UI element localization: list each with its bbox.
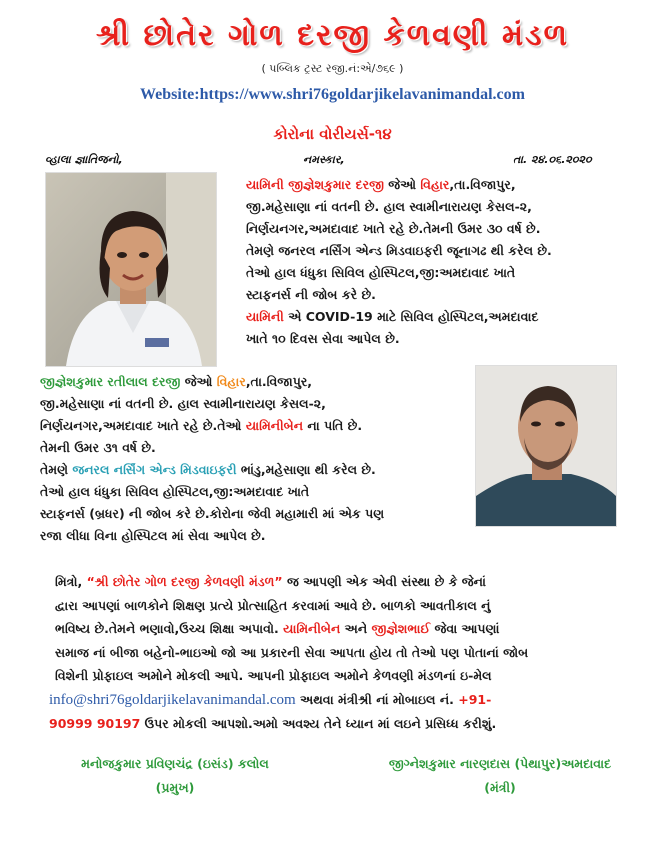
s2-line1 (40, 371, 384, 393)
section-jignesh (40, 371, 384, 547)
s2-line8: રજા લીધા વિના હોસ્પિટલ માં સેવા આપેલ છે. (40, 528, 266, 543)
website-link[interactable]: Website:https://www.shri76goldarjikelavanimandal.com (140, 86, 525, 103)
org-name-quote: “શ્રી છોતેર ગોળ દરજી કેળવણી મંડળ” (86, 574, 283, 589)
portrait-man-image (476, 366, 616, 526)
president-name: મનોજકુમાર પ્રવિણચંદ્ર (ઇસંડ) કલોલ (81, 756, 269, 771)
s1-line5: તેઓ હાલ ધંધુકા સિવિલ હોસ્પિટલ,જી:અમદાવાદ ખાતે (246, 265, 516, 280)
portrait-woman-image (46, 173, 216, 366)
photo-jignesh (475, 365, 617, 527)
appeal-line4: સમાજ નાં બીજા બહેનો-ભાઇઓ જો આ પ્રકારની સેવા આપતા હોય તો તેઓ પણ પોતાનાં જોબ (55, 644, 529, 660)
s2-text: જેઓ (180, 374, 217, 389)
appeal-text: ભવિષ્ય છે.તેમને ભણાવો,ઉચ્ચ શિક્ષા અપાવો. (55, 621, 284, 636)
appeal-line6 (49, 688, 635, 713)
s2-line6: તેઓ હાલ ધંધુકા સિવિલ હોસ્પિટલ,જી:અમદાવાદ ખાતે (40, 484, 310, 499)
s1-text: એ COVID-19 માટે સિવિલ હોસ્પિટલ,અમદાવાદ (283, 309, 539, 324)
s2-text: નિર્ણયનગર,અમદાવાદ ખાતે રહે છે.તેઓ (40, 418, 246, 433)
trust-registration: ( પબ્લિક ટ્રસ્ટ રજી.નં:એ/૭૬૯ ) (261, 62, 404, 75)
s2-line4: તેમની ઉમર ૩૧ વર્ષ છે. (40, 440, 156, 455)
letter-date: તા. ૨૪.૦૬.૨૦૨૦ (513, 153, 592, 166)
place-vihar: વિહાર (420, 177, 450, 192)
appeal-line2: દ્વારા આપણાં બાળકોને શિક્ષણ પ્રત્યે પ્રોત્સાહિત કરવામાં આવે છે. બાળકો આવતીકાલ નું (55, 597, 491, 613)
appeal-text: મિત્રો, (55, 574, 87, 589)
name-yamini-short: યામિની (246, 309, 284, 324)
appeal-text: ઉપર મોકલી આપશો.અમો અવશ્ય તેને ધ્યાન માં લઇને પ્રસિધ્ધ કરીશું. (140, 716, 497, 731)
s2-text: તેમણે (40, 462, 73, 477)
president-role: (પ્રમુખ) (155, 780, 195, 795)
appeal-text: જ આપણી એક એવી સંસ્થા છે કે જેનાં (282, 574, 486, 589)
s2-line5 (40, 459, 384, 481)
s1-line8: ખાતે ૧૦ દિવસ સેવા આપેલ છે. (246, 331, 400, 346)
name-jignesh: જીજ્ઞેશકુમાર રતીલાલ દરજી (40, 374, 181, 389)
appeal-text: જેવા આપણાં (430, 621, 500, 636)
signature-president (40, 752, 310, 800)
appeal-paragraph (49, 570, 635, 736)
name-yaminiben: યામિનીબેન (283, 621, 341, 636)
section-yamini (246, 174, 552, 350)
s1-line4: તેમણે જનરલ નર્સિંગ એન્ડ મિડવાઇફરી જૂનાગઢ થી કરેલ છે. (246, 243, 552, 258)
page-subtitle: કોરોના વોરીયર્સ-૧૪ (273, 125, 392, 143)
appeal-line1 (55, 570, 635, 594)
s1-text: જેઓ (383, 177, 421, 192)
secretary-role: (મંત્રી) (484, 780, 516, 795)
s2-line3 (40, 415, 384, 437)
appeal-text: અથવા મંત્રીશ્રી નાં મોબાઇલ નં. (295, 691, 459, 707)
org-title: શ્રી છોતેર ગોળ દરજી કેળવણી મંડળ (95, 18, 570, 53)
place-vihar: વિહાર (216, 374, 246, 389)
greeting-left: વ્હાલા જ્ઞાતિજનો, (45, 153, 123, 166)
photo-yamini (45, 172, 217, 367)
signature-secretary (355, 752, 645, 800)
s1-line7 (246, 306, 552, 328)
appeal-line5: વિશેની પ્રોફાઇલ અમોને મોકલી આપે. આપની પ્રોફાઇલ અમોને કેળવણી મંડળનાં ઇ-મેલ (55, 668, 492, 683)
s2-text: ,તા.વિજાપુર, (245, 374, 313, 389)
name-jigneshbhai: જીજ્ઞેશભાઈ (371, 621, 431, 636)
s2-text: ભાંડુ,મહેસાણા થી કરેલ છે. (236, 462, 376, 477)
s2-line7: સ્ટાફનર્સ (બ્રધર) ની જોબ કરે છે.કોરોના જેવી મહામારી માં એક પણ (40, 506, 385, 521)
s2-text: ના પતિ છે. (303, 418, 363, 433)
s1-line6: સ્ટાફનર્સ ની જોબ કરે છે. (246, 287, 376, 302)
phone-prefix: +91- (458, 691, 492, 707)
course-name: જનરલ નર્સિંગ એન્ડ મિડવાઇફરી (72, 462, 237, 477)
name-yamini: યામિની જીજ્ઞેશકુમાર દરજી (246, 177, 384, 192)
s1-line3: નિર્ણયનગર,અમદાવાદ ખાતે રહે છે.તેમની ઉમર ૩૦ વર્ષ છે. (246, 221, 541, 236)
s1-line1 (246, 174, 552, 196)
name-yaminiben: યામિનીબેન (245, 418, 304, 433)
s1-line2: જી.મહેસાણા નાં વતની છે. હાલ સ્વામીનારાયણ કેસલ-૨, (246, 199, 532, 214)
secretary-name: જીગ્નેશકુમાર નારણદાસ (પેથાપુર)અમદાવાદ (388, 756, 612, 771)
appeal-line7 (49, 712, 635, 736)
phone-number[interactable]: 90999 90197 (49, 716, 141, 731)
appeal-line3 (55, 617, 635, 641)
s2-line2: જી.મહેસાણા નાં વતની છે. હાલ સ્વામીનારાયણ કેસલ-૨, (40, 396, 326, 411)
s1-text: ,તા.વિજાપુર, (449, 177, 516, 192)
appeal-text: અને (340, 621, 372, 636)
email-link[interactable]: info@shri76goldarjikelavanimandal.com (49, 691, 296, 708)
greeting-middle: નમસ્કાર, (303, 153, 345, 166)
